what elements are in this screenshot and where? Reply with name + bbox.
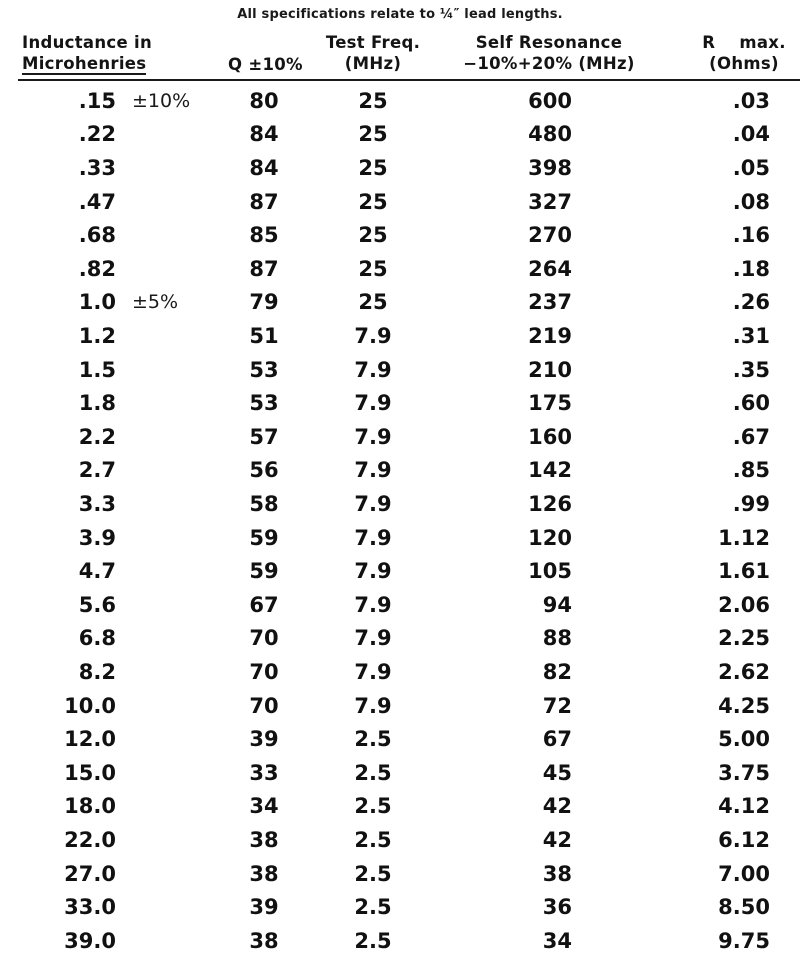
test-freq-cell: 2.5 [354, 928, 392, 953]
self-resonance-cell: 42 [542, 794, 572, 819]
header-r-max-line2: (Ohms) [709, 54, 779, 73]
q-cell: 38 [249, 928, 279, 953]
q-cell: 51 [249, 323, 279, 348]
r-max-cell: .31 [732, 323, 770, 348]
table-row [0, 319, 800, 353]
table-row [0, 756, 800, 790]
test-freq-cell: 7.9 [354, 693, 392, 718]
table-row [0, 286, 800, 320]
self-resonance-cell: 34 [542, 928, 572, 953]
table-row [0, 790, 800, 824]
table-row [0, 252, 800, 286]
self-resonance-cell: 480 [528, 122, 572, 147]
header-r-max [690, 32, 798, 74]
self-resonance-cell: 219 [528, 323, 572, 348]
spec-note: All specifications relate to ¼″ lead lengths. [237, 7, 563, 22]
q-cell: 59 [249, 525, 279, 550]
self-resonance-cell: 600 [528, 88, 572, 113]
inductance-cell: 5.6 [78, 592, 116, 617]
r-max-cell: .05 [732, 155, 770, 180]
table-row [0, 420, 800, 454]
test-freq-cell: 2.5 [354, 794, 392, 819]
self-resonance-cell: 120 [528, 525, 572, 550]
inductance-cell: 12.0 [64, 727, 116, 752]
table-row [0, 118, 800, 152]
self-resonance-cell: 82 [542, 659, 572, 684]
self-resonance-cell: 327 [528, 189, 572, 214]
header-inductance-line1: Inductance in [22, 33, 153, 52]
r-max-cell: 2.06 [718, 592, 770, 617]
q-cell: 84 [249, 122, 279, 147]
table-row [0, 218, 800, 252]
q-cell: 85 [249, 223, 279, 248]
q-cell: 67 [249, 592, 279, 617]
r-max-cell: .16 [732, 223, 770, 248]
self-resonance-cell: 126 [528, 491, 572, 516]
table-row [0, 454, 800, 488]
r-max-cell: 5.00 [718, 727, 770, 752]
table-row [0, 185, 800, 219]
table-row [0, 588, 800, 622]
self-resonance-cell: 67 [542, 727, 572, 752]
self-resonance-cell: 72 [542, 693, 572, 718]
header-self-resonance-line2: −10%+20% (MHz) [463, 54, 635, 73]
table-row [0, 554, 800, 588]
tolerance-cell: ±10% [132, 89, 191, 112]
r-max-cell: .04 [732, 122, 770, 147]
header-inductance [22, 32, 152, 75]
inductance-cell: 15.0 [64, 760, 116, 785]
q-cell: 39 [249, 727, 279, 752]
inductance-cell: 18.0 [64, 794, 116, 819]
test-freq-cell: 7.9 [354, 659, 392, 684]
r-max-cell: 1.12 [718, 525, 770, 550]
table-row [0, 521, 800, 555]
test-freq-cell: 7.9 [354, 491, 392, 516]
q-cell: 57 [249, 424, 279, 449]
r-max-cell: .85 [732, 458, 770, 483]
self-resonance-cell: 264 [528, 256, 572, 281]
q-cell: 87 [249, 256, 279, 281]
inductance-cell: .82 [78, 256, 116, 281]
r-max-cell: 6.12 [718, 827, 770, 852]
q-cell: 38 [249, 861, 279, 886]
table-row [0, 84, 800, 118]
inductance-cell: 8.2 [78, 659, 116, 684]
inductance-cell: .33 [78, 155, 116, 180]
self-resonance-cell: 210 [528, 357, 572, 382]
inductance-cell: 1.2 [78, 323, 116, 348]
table-row [0, 386, 800, 420]
inductance-cell: 3.3 [78, 491, 116, 516]
q-cell: 84 [249, 155, 279, 180]
self-resonance-cell: 36 [542, 895, 572, 920]
q-cell: 34 [249, 794, 279, 819]
self-resonance-cell: 142 [528, 458, 572, 483]
self-resonance-cell: 270 [528, 223, 572, 248]
r-max-cell: 9.75 [718, 928, 770, 953]
r-max-cell: 1.61 [718, 559, 770, 584]
test-freq-cell: 7.9 [354, 525, 392, 550]
header-test-freq [323, 32, 423, 74]
q-cell: 39 [249, 895, 279, 920]
table-row [0, 655, 800, 689]
q-cell: 33 [249, 760, 279, 785]
header-self-resonance [444, 32, 654, 74]
r-max-cell: .99 [732, 491, 770, 516]
header-r-max-line1: R max. [702, 33, 786, 52]
inductance-cell: .22 [78, 122, 116, 147]
r-max-cell: .26 [732, 290, 770, 315]
q-cell: 38 [249, 827, 279, 852]
header-test-freq-line2: (MHz) [344, 54, 402, 73]
self-resonance-cell: 45 [542, 760, 572, 785]
test-freq-cell: 2.5 [354, 895, 392, 920]
table-row [0, 924, 800, 958]
inductance-cell: 4.7 [78, 559, 116, 584]
header-self-resonance-line1: Self Resonance [475, 33, 623, 52]
inductance-cell: 3.9 [78, 525, 116, 550]
r-max-cell: .08 [732, 189, 770, 214]
self-resonance-cell: 94 [542, 592, 572, 617]
inductance-cell: .47 [78, 189, 116, 214]
r-max-cell: 8.50 [718, 895, 770, 920]
header-q: Q ±10% [228, 55, 303, 74]
table-row [0, 722, 800, 756]
table-row [0, 353, 800, 387]
r-max-cell: .67 [732, 424, 770, 449]
self-resonance-cell: 160 [528, 424, 572, 449]
r-max-cell: 4.12 [718, 794, 770, 819]
self-resonance-cell: 237 [528, 290, 572, 315]
table-row [0, 689, 800, 723]
table-row [0, 622, 800, 656]
q-cell: 80 [249, 88, 279, 113]
inductance-cell: 2.2 [78, 424, 116, 449]
self-resonance-cell: 38 [542, 861, 572, 886]
test-freq-cell: 7.9 [354, 424, 392, 449]
inductance-cell: .15 [78, 88, 116, 113]
q-cell: 56 [249, 458, 279, 483]
q-cell: 70 [249, 659, 279, 684]
header-rule [18, 79, 800, 81]
inductance-cell: 1.5 [78, 357, 116, 382]
test-freq-cell: 2.5 [354, 827, 392, 852]
test-freq-cell: 7.9 [354, 391, 392, 416]
test-freq-cell: 7.9 [354, 323, 392, 348]
inductance-cell: .68 [78, 223, 116, 248]
test-freq-cell: 2.5 [354, 727, 392, 752]
q-cell: 58 [249, 491, 279, 516]
table-row [0, 857, 800, 891]
r-max-cell: .18 [732, 256, 770, 281]
inductance-cell: 39.0 [64, 928, 116, 953]
self-resonance-cell: 42 [542, 827, 572, 852]
q-cell: 70 [249, 626, 279, 651]
r-max-cell: .03 [732, 88, 770, 113]
test-freq-cell: 25 [358, 223, 388, 248]
test-freq-cell: 7.9 [354, 458, 392, 483]
inductance-cell: 10.0 [64, 693, 116, 718]
table-row [0, 487, 800, 521]
self-resonance-cell: 398 [528, 155, 572, 180]
table-row [0, 151, 800, 185]
r-max-cell: 3.75 [718, 760, 770, 785]
test-freq-cell: 2.5 [354, 861, 392, 886]
inductance-cell: 27.0 [64, 861, 116, 886]
test-freq-cell: 7.9 [354, 357, 392, 382]
q-cell: 70 [249, 693, 279, 718]
test-freq-cell: 7.9 [354, 559, 392, 584]
q-cell: 59 [249, 559, 279, 584]
test-freq-cell: 7.9 [354, 626, 392, 651]
inductance-cell: 33.0 [64, 895, 116, 920]
test-freq-cell: 7.9 [354, 592, 392, 617]
r-max-cell: .60 [732, 391, 770, 416]
self-resonance-cell: 88 [542, 626, 572, 651]
tolerance-cell: ±5% [132, 291, 179, 314]
inductance-cell: 2.7 [78, 458, 116, 483]
test-freq-cell: 25 [358, 189, 388, 214]
self-resonance-cell: 175 [528, 391, 572, 416]
r-max-cell: 4.25 [718, 693, 770, 718]
header-inductance-line2: Microhenries [22, 54, 147, 73]
table-row [0, 890, 800, 924]
test-freq-cell: 25 [358, 88, 388, 113]
q-cell: 53 [249, 357, 279, 382]
q-cell: 53 [249, 391, 279, 416]
q-cell: 87 [249, 189, 279, 214]
q-cell: 79 [249, 290, 279, 315]
test-freq-cell: 25 [358, 155, 388, 180]
self-resonance-cell: 105 [528, 559, 572, 584]
inductance-cell: 6.8 [78, 626, 116, 651]
table-row [0, 823, 800, 857]
r-max-cell: 7.00 [718, 861, 770, 886]
r-max-cell: 2.62 [718, 659, 770, 684]
inductance-cell: 1.8 [78, 391, 116, 416]
test-freq-cell: 25 [358, 122, 388, 147]
test-freq-cell: 25 [358, 256, 388, 281]
inductance-cell: 22.0 [64, 827, 116, 852]
r-max-cell: 2.25 [718, 626, 770, 651]
inductance-cell: 1.0 [78, 290, 116, 315]
test-freq-cell: 25 [358, 290, 388, 315]
test-freq-cell: 2.5 [354, 760, 392, 785]
header-test-freq-line1: Test Freq. [325, 33, 421, 52]
r-max-cell: .35 [732, 357, 770, 382]
